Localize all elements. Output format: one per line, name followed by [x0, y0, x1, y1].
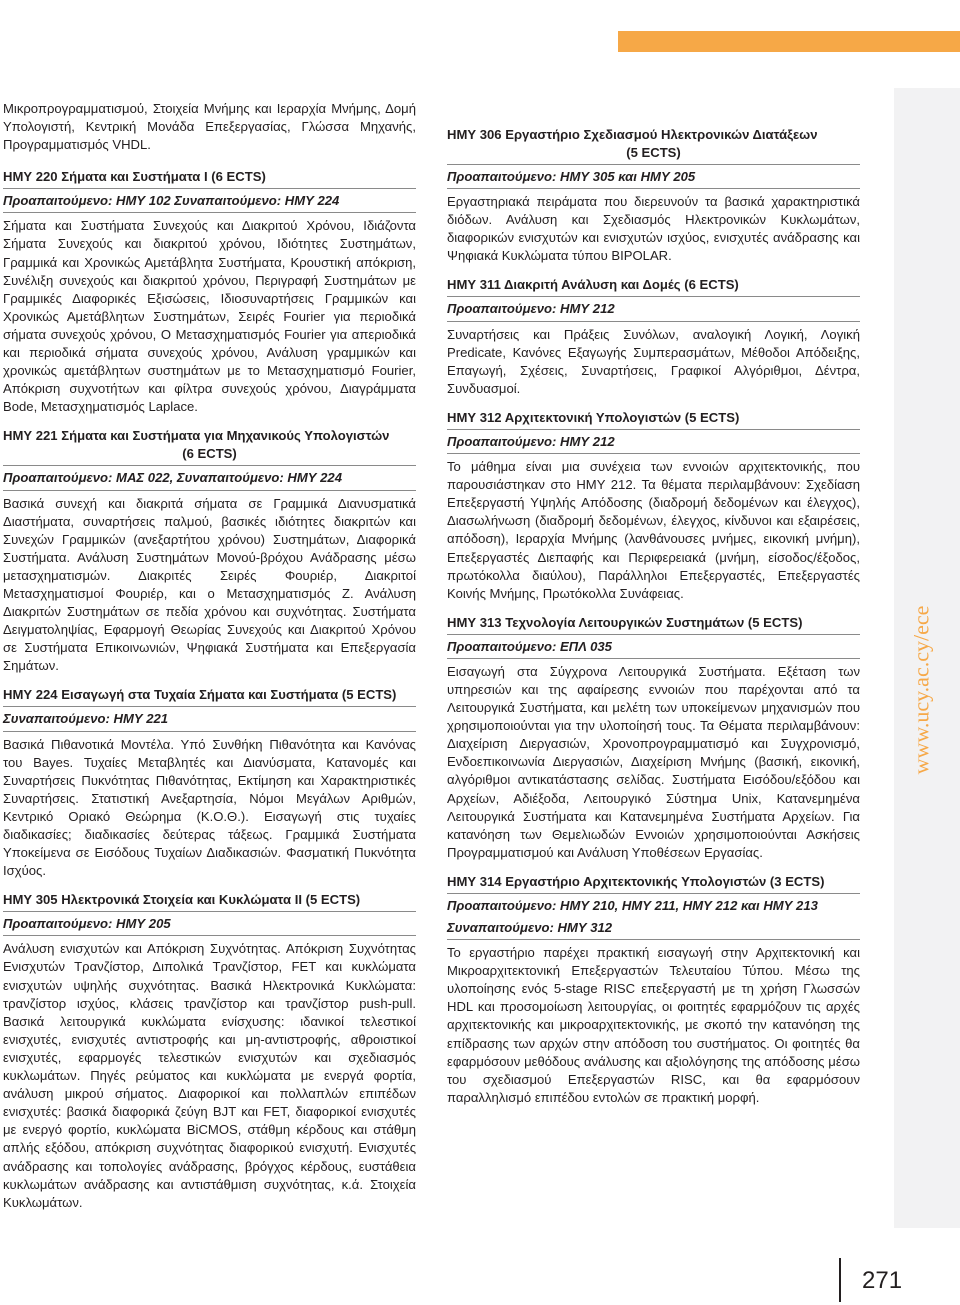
course-prerequisites: Προαπαιτούμενο: ΕΠΛ 035 [447, 638, 860, 659]
course-prerequisites: Προαπαιτούμενο: ΗΜΥ 305 και ΗΜΥ 205 [447, 168, 860, 189]
course-block [3, 168, 416, 416]
intro-paragraph: Μικροπρογραμματισμού, Στοιχεία Μνήμης και Ιεραρχία Μνήμης, Δομή Υπολογιστή, Κεντρική Μονάδα Επεξεργασίας, Γλώσσα Μηχανής, Προγραμματισμός VHDL. [3, 101, 416, 153]
header-accent-bar [618, 31, 960, 52]
course-prerequisites: Προαπαιτούμενο: ΗΜΥ 102 Συναπαιτούμενο: ΗΜΥ 224 [3, 192, 416, 213]
course-title [3, 168, 416, 189]
course-block [3, 427, 416, 675]
course-title-text: ΗΜΥ 305 Ηλεκτρονικά Στοιχεία και Κυκλώματα ΙΙ (5 ECTS) [3, 892, 361, 908]
page-number: 271 [862, 1267, 903, 1294]
course-title-text: ΗΜΥ 311 Διακριτή Ανάλυση και Δομές (6 ECTS) [447, 277, 739, 293]
course-block [447, 126, 860, 265]
course-title-text: ΗΜΥ 221 Σήματα και Συστήματα για Μηχανικούς Υπολογιστών [3, 428, 390, 444]
course-description: Βασικά συνεχή και διακριτά σήματα σε Γραμμικά Διανυσματικά Διαστήματα, συναρτήσεις παλμού, βασικές ιδιότητες διακριτών και Συνεχών Γραμμικών (ανεξαρτήτου χρόνου) Συστημάτων, Διαφορικά Συστήματα. Ανάλυση Συστημάτων Μονού-βρόχου Ανάδρασης μέσω μετασχηματισμών. Διακριτές Σειρές Φουριέρ, Διακριτοί Μετασχηματισμοί Φουριέρ, και ο Μετασχηματισμός Ζ. Ανάλυση Διακριτών Συστημάτων σε πεδία χρόνου και συχνότητας. Συστήματα Δειγματοληψίας, Εφαρμογή Θεωρίας Συνεχούς και Διακριτού Χρόνου σε Συστήματα Επικοινωνιών, Ψηφιακά Συστήματα και Επεξεργασία Σημάτων. [3, 495, 416, 674]
course-title [3, 891, 416, 912]
course-block [447, 614, 860, 862]
course-corequisites: Συναπαιτούμενο: ΗΜΥ 312 [447, 919, 860, 940]
left-column [3, 100, 416, 1212]
course-title-ects: (6 ECTS) [182, 446, 237, 462]
course-title [3, 427, 416, 466]
course-prerequisites: Προαπαιτούμενο: ΗΜΥ 210, ΗΜΥ 211, ΗΜΥ 212 και ΗΜΥ 213 [447, 897, 818, 913]
course-block [3, 686, 416, 880]
course-title [447, 614, 860, 635]
course-title-text: ΗΜΥ 314 Εργαστήριο Αρχιτεκτονικής Υπολογιστών (3 ECTS) [447, 873, 825, 889]
course-block [3, 891, 416, 1212]
course-title [3, 686, 416, 707]
course-title-text: ΗΜΥ 313 Τεχνολογία Λειτουργικών Συστημάτων (5 ECTS) [447, 614, 803, 630]
course-description: Σήματα και Συστήματα Συνεχούς και Διακριτού Χρόνου, Ιδιάζοντα Σήματα Συνεχούς και διακριτού χρόνου, Ιδιότητες Συστημάτων, Γραμμικά και Χρονικώς Αμετάβλητα Συστήματα, Κρουστική απόκριση, Συνέλιξη συνεχούς και διακριτού χρόνου, Περιγραφή Συστημάτων με Γραμμικές Διαφορικές Εξισώσεις, Ιδιοσυναρτήσεις Γραμμικών και Χρονικώς Αμετάβλητων Συστημάτων, Σειρές Fourier για περιοδικά σήματα συνεχούς χρόνου, Ο Μετασχηματισμός Fourier για απεριοδικά και περιοδικά σήματα συνεχούς χρόνου, Ανάλυση γραμμικών και χρονικώς αμετάβλητων συστημάτων με το Μετασχηματισμό Fourier, Απόκριση συχνοτήτων και φίλτρα συνεχούς χρόνου, Διαγράμματα Bode, Μετασχηματισμός Laplace. [3, 218, 416, 415]
sidebar-url[interactable] [891, 560, 951, 820]
course-description: Το εργαστήριο παρέχει πρακτική εισαγωγή στην Αρχιτεκτονική και Μικροαρχιτεκτονική Επεξεργαστών Τελευταίου Τύπου. Μέσω της υλοποίησης ενός 5-stage RISC επεξεργαστή με τη χρήση Γλωσσών HDL και προσομοίωση λειτουργίας, οι φοιτητές εφαρμόζουν τις αρχές αρχιτεκτονικής και μικροαρχιτεκτονικής, με σκοπό την κατανόηση της επίδρασης των αρχών στην απόδοση του συστήματος. Οι φοιτητές θα εφαρμόσουν μεθόδους ανάλυσης και αξιολόγησης της απόδοσης μέσω του σχεδιασμού Επεξεργαστών RISC, και θα εφαρμόσουν παραλληλισμό επιπέδου εντολών σε πρακτική μορφή. [447, 945, 860, 1105]
course-prerequisites: Προαπαιτούμενο: ΜΑΣ 022, Συναπαιτούμενο: ΗΜΥ 224 [3, 469, 416, 490]
sidebar-url-text: www.ucy.ac.cy/ece [908, 605, 933, 775]
course-prerequisites: Προαπαιτούμενο: ΗΜΥ 212 [447, 300, 860, 321]
course-block [447, 873, 860, 1107]
course-title-text: ΗΜΥ 220 Σήματα και Συστήματα Ι (6 ECTS) [3, 169, 266, 185]
course-description: Το μάθημα είναι μια συνέχεια των εννοιών αρχιτεκτονικής, που παρουσιάστηκαν στο ΗΜΥ 212. Τα θέματα περιλαμβάνουν: Σχεδίαση Επεξεργαστή Υψηλής Απόδοσης (διαδρομή δεδομένων και έλεγχος), Διασωλήνωση (διαδρομή δεδομένων, έλεγχος, κίνδυνοι και εξαιρέσεις, απόδοση), Ιεραρχία Μνήμης (λανθάνουσες μνήμες, εικονική μνήμη), Επεξεργαστές Διεπαφής και Περιφερειακά (μνήμη, είσοδος/έξοδος, πρωτόκολλα διαύλου), Παράλληλοι Επεξεργαστές, Επεξεργαστές Κοινής Μνήμης, Πρωτόκολλα Συνάφειας. [447, 459, 860, 601]
course-title [447, 873, 860, 894]
course-title-text: ΗΜΥ 224 Εισαγωγή στα Τυχαία Σήματα και Συστήματα (5 ECTS) [3, 687, 397, 703]
course-description: Εισαγωγή στα Σύγχρονα Λειτουργικά Συστήματα. Εξέταση των υπηρεσιών και της αφαίρεσης εννοιών που παρέχονται από τα Λειτουργικά Συστήματα, και μελέτη των υποκείμενων μηχανισμών που χρησιμοποιούνται για την υλοποίησή τους. Τα Θέματα περιλαμβάνουν: Διαχείριση Διεργασιών, Χρονοπρογραμματισμό και Συγχρονισμό, Ενδοεπικοινωνία Διεργασιών, Διαχείριση Μνήμης (βασική, εικονική, αλγόριθμοι αντικατάστασης σελίδας. Συστήματα Εισόδου/εξόδου και Αρχείων, Αδιέξοδα, Λειτουργικό Σύστημα Unix, Κατανεμημένα Λειτουργικά Συστήματα και Κατανεμημένα Συστήματα Αρχείων. Για κατανόηση των Θεμελιωδών Εννοιών χρησιμοποιούνται Ασκήσεις Προγραμματισμού και Ανάλυση Υποθέσεων Εργασίας. [447, 663, 860, 860]
course-title [447, 276, 860, 297]
course-block [447, 276, 860, 397]
course-description: Εργαστηριακά πειράματα που διερευνούν τα βασικά χαρακτηριστικά διόδων. Ανάλυση και Σχεδιασμός Ηλεκτρονικών Κυκλωμάτων, διαφορικών ενισχυτών και ενισχυτών ισχύος, ενισχυτές ανάδρασης και Ψηφιακά Κυκλώματα τύπου BIPOLAR. [447, 194, 860, 264]
course-title-text: ΗΜΥ 312 Αρχιτεκτονική Υπολογιστών (5 ECTS) [447, 409, 740, 425]
course-title-ects: (5 ECTS) [626, 145, 681, 160]
course-title [447, 409, 860, 430]
course-description: Ανάλυση ενισχυτών και Απόκριση Συχνότητας. Απόκριση Συχνότητας Ενισχυτών Τρανζίστορ, Διπολικά Τρανζίστορ, FET και κυκλώματα ενισχυτών υψηλής συχνότητας. Βασικά Ηλεκτρονικά Κυκλώματα: τρανζίστορ ισχύος, κλάσεις τρανζίστορ και τρανζίστορ push-pull. Βασικά λειτουργικά κυκλώματα ενίσχυσης: ιδανικοί τελεστικοί ενισχυτές, ενισχυτές αντιστροφής και μη-αντιστροφής, αθροιστικοί ενισχυτές, εφαρμογές τελεστικών ενισχυτών και σχεδιασμός κυκλωμάτων. Πηγές ρεύματος και κυκλώματα με ενεργά φορτία, ανάλυση μικρού σήματος. Διαφορικοί και πολλαπλών επιπέδων ενισχυτές: βασικά διαφορικά ζεύγη BJT και FET, διαφορικοί ενισχυτές με ενεργό φορτίο, κυκλώματα BiCMOS, στάθμη κέρδους και στάθμη απλής εξόδου, απόκριση συχνότητας διαφορικού ενισχυτή. Ενισχυτές ανάδρασης και τοπολογίες ανάδρασης, βρόγχος κέρδους, ευστάθεια κυκλωμάτων ανάδρασης και αντιστάθμιση συχνότητας, κ.ά. Στοιχεία Κυκλωμάτων. [3, 941, 416, 1210]
course-prerequisites: Προαπαιτούμενο: ΗΜΥ 205 [3, 915, 416, 936]
course-prerequisites: Συναπαιτούμενο: ΗΜΥ 221 [3, 710, 416, 731]
course-description: Βασικά Πιθανοτικά Μοντέλα. Υπό Συνθήκη Πιθανότητα και Κανόνας του Bayes. Τυχαίες Μεταβλητές και Διανύσματα, Κατανομές και Συναρτήσεις Πυκνότητας Πιθανότητας, Εκτίμηση και Χαρακτηριστικές Συναρτήσεις. Στατιστική Ανεξαρτησία, Νόμοι Μεγάλων Αριθμών, Κεντρικό Οριακό Θεώρημα (Κ.Ο.Θ.). Εισαγωγή στις τυχαίες διαδικασίες; διαδικασίες δεύτερας τάξεως. Γραμμικά Συστήματα Υποκείμενα σε Εισόδους Τυχαίων Διαδικασιών. Φασματική Πυκνότητα Ισχύος. [3, 736, 416, 879]
course-description: Συναρτήσεις και Πράξεις Συνόλων, αναλογική Λογική, Λογική Predicate, Κανόνες Εξαγωγής Συμπερασμάτων, Μέθοδοι Απόδειξης, Επαγωγή, Σχέσεις, Συναρτήσεις, Γραφικοί Αλγόριθμοι, Δέντρα, Συνδυασμοί. [447, 326, 860, 396]
course-title [447, 126, 860, 165]
course-title-text: ΗΜΥ 306 Εργαστήριο Σχεδιασμού Ηλεκτρονικών Διατάξεων [447, 127, 818, 142]
course-block [447, 409, 860, 603]
right-column [447, 126, 860, 1107]
course-prerequisites: Προαπαιτούμενο: ΗΜΥ 212 [447, 433, 860, 454]
page-number-divider [839, 1258, 841, 1302]
